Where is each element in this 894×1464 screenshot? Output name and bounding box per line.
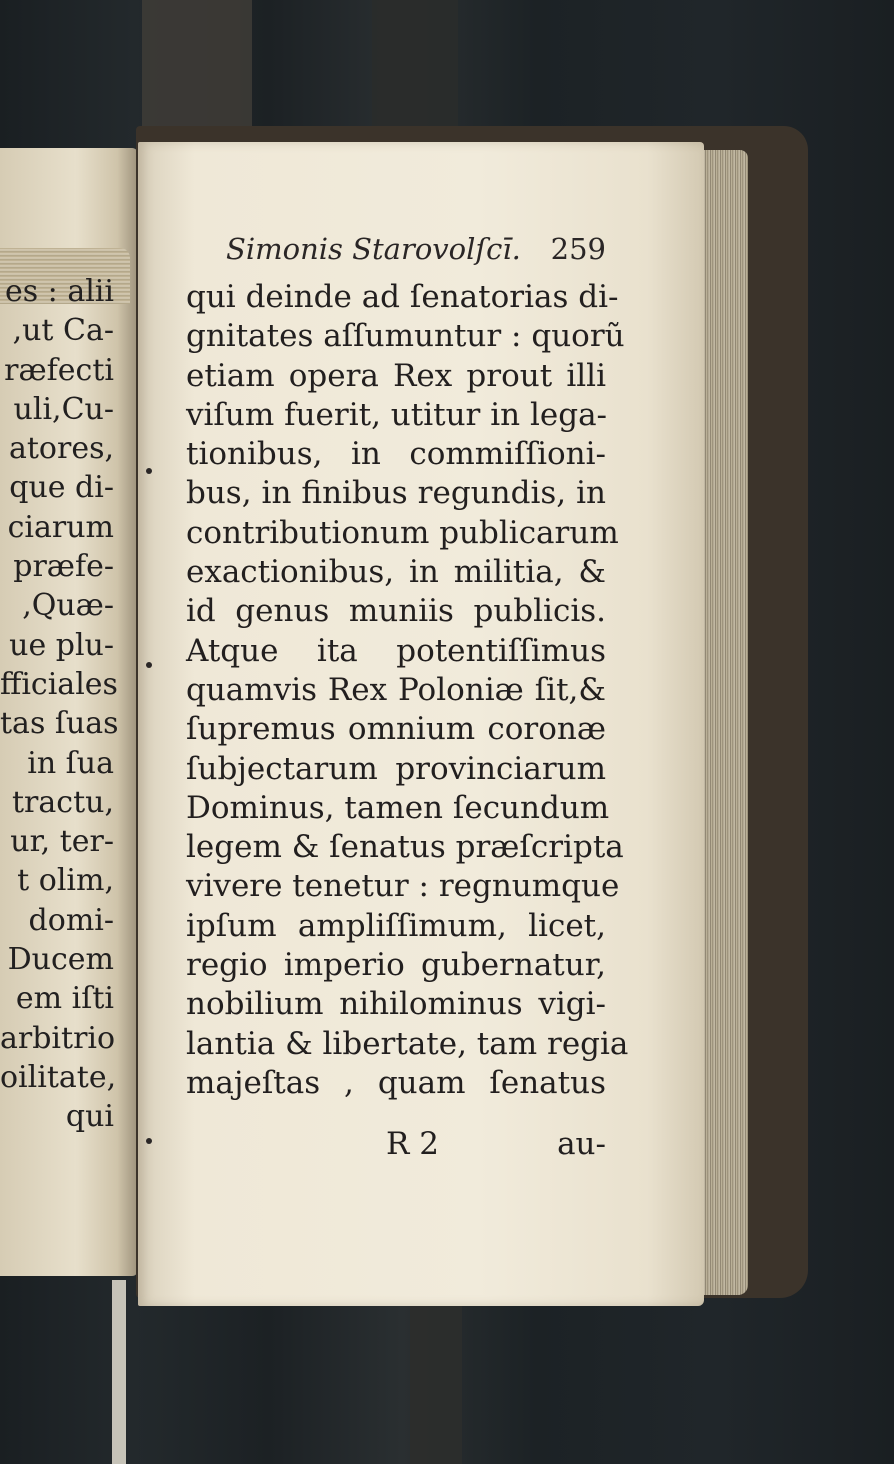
facing-line: ræfecti: [4, 352, 114, 388]
text-line: viſum fuerit, utitur in lega-: [186, 396, 608, 433]
text-line: ſubjectarum provinciarum: [186, 750, 606, 787]
text-line: majeſtas , quam ſenatus: [186, 1064, 606, 1101]
facing-line: in ſua: [27, 745, 114, 781]
facing-line: arbitrio: [0, 1020, 116, 1056]
text-line: contributionum publicarum: [186, 514, 619, 551]
facing-line: Ducem: [7, 942, 114, 978]
text-line: bus, in finibus regundis, in: [186, 475, 606, 512]
text-line: nobilium nihilominus vigi-: [186, 986, 606, 1023]
page-footer: [186, 1126, 606, 1166]
facing-line: uli,Cu-: [13, 391, 114, 427]
running-title: Simonis Starovolſcī.: [226, 232, 521, 266]
facing-line: præfe-: [13, 549, 114, 585]
text-line: Dominus, tamen ſecundum: [186, 789, 610, 826]
body-text: [186, 278, 629, 1103]
gutter-mark: [146, 468, 152, 474]
text-line: legem & ſenatus præſcripta: [186, 829, 624, 866]
running-header: [226, 226, 606, 270]
facing-line: ,Quæ-: [22, 588, 114, 624]
facing-line: oilitate,: [0, 1059, 117, 1095]
binding-strap-top-right: [372, 0, 458, 132]
signature-mark: R 2: [386, 1126, 439, 1162]
facing-line: es : alii: [5, 274, 114, 309]
text-line: gnitates aſſumuntur : quorũ: [186, 318, 625, 355]
paper-strip-bottom: [112, 1280, 126, 1464]
facing-line: em iſti: [15, 981, 114, 1017]
facing-line: ciarum: [7, 509, 114, 545]
text-line: id genus muniis publicis.: [186, 593, 606, 630]
facing-line: tas ſuas: [0, 706, 119, 742]
facing-line: domi-: [28, 902, 114, 938]
facing-line: atores,: [8, 431, 114, 467]
text-line: exactionibus, in militia, &: [186, 554, 606, 591]
binding-strap-bottom: [410, 1298, 462, 1464]
text-line: tionibus, in commiſſioni-: [186, 436, 606, 473]
facing-line: que di-: [9, 470, 114, 506]
page-number: 259: [550, 232, 606, 266]
facing-line: fficiales: [0, 666, 118, 702]
text-line: regio imperio gubernatur,: [186, 947, 606, 984]
text-line: etiam opera Rex prout illi: [186, 357, 606, 394]
facing-line: qui: [65, 1099, 114, 1135]
text-line: qui deinde ad ſenatorias di-: [186, 279, 619, 315]
text-line: ipſum ampliſſimum, licet,: [186, 907, 606, 944]
catchword: au-: [557, 1126, 606, 1162]
text-line: Atque ita potentiſſimus: [186, 632, 606, 669]
facing-line: ue plu-: [9, 627, 114, 663]
text-line: lantia & libertate, tam regia: [186, 1025, 629, 1062]
gutter-mark: [146, 1138, 152, 1144]
text-line: ſupremus omnium coronæ: [186, 711, 606, 748]
facing-line: tractu,: [12, 784, 114, 820]
facing-line: t olim,: [17, 863, 114, 899]
gutter-mark: [146, 662, 152, 668]
facing-page-text: [0, 272, 119, 1137]
text-line: quamvis Rex Poloniæ ſit,&: [186, 671, 606, 708]
text-line: vivere tenetur : regnumque: [186, 868, 620, 905]
binding-strap-top-left: [142, 0, 252, 130]
facing-line: ur, ter-: [10, 824, 114, 860]
facing-line: ,ut Ca-: [12, 313, 114, 349]
